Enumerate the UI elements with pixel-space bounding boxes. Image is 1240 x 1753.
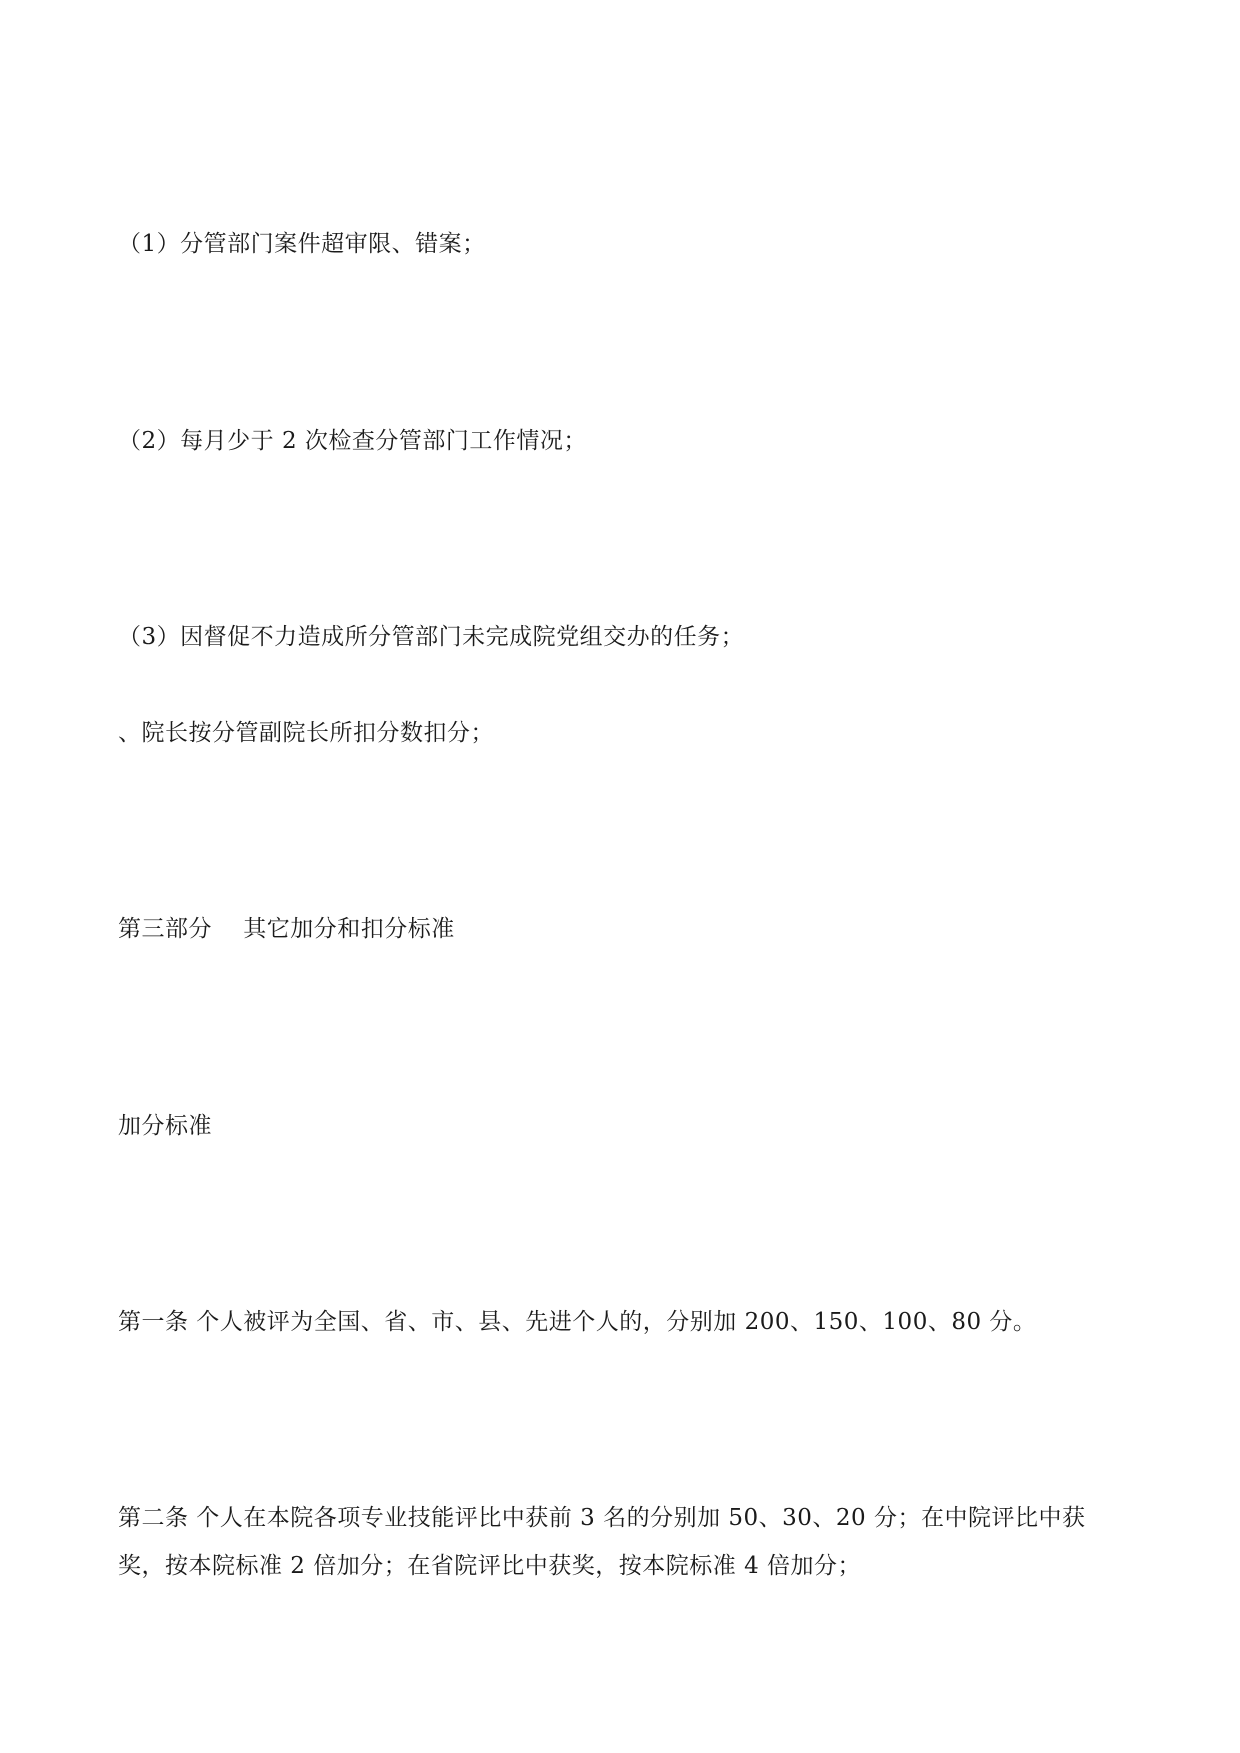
item-3-text: （3）因督促不力造成所分管部门未完成院党组交办的任务； [118,624,745,650]
article-2-line-1: 第二条 个人在本院各项专业技能评比中获前 3 名的分别加 50、30、20 分；在中院评比中获 [118,1505,1086,1531]
article-1-text: 第一条 个人被评为全国、省、市、县、先进个人的，分别加 200、150、100、80 分。 [118,1309,1037,1335]
president-deduction-text: 、院长按分管副院长所扣分数扣分； [118,720,494,746]
article-2-line-2: 奖，按本院标准 2 倍加分；在省院评比中获奖，按本院标准 4 倍加分； [118,1553,862,1579]
section-title: 第三部分 其它加分和扣分标准 [118,916,455,942]
item-1-text: （1）分管部门案件超审限、错案； [118,231,486,257]
subsection-title: 加分标准 [118,1113,212,1139]
item-2-text: （2）每月少于 2 次检查分管部门工作情况； [118,428,587,454]
